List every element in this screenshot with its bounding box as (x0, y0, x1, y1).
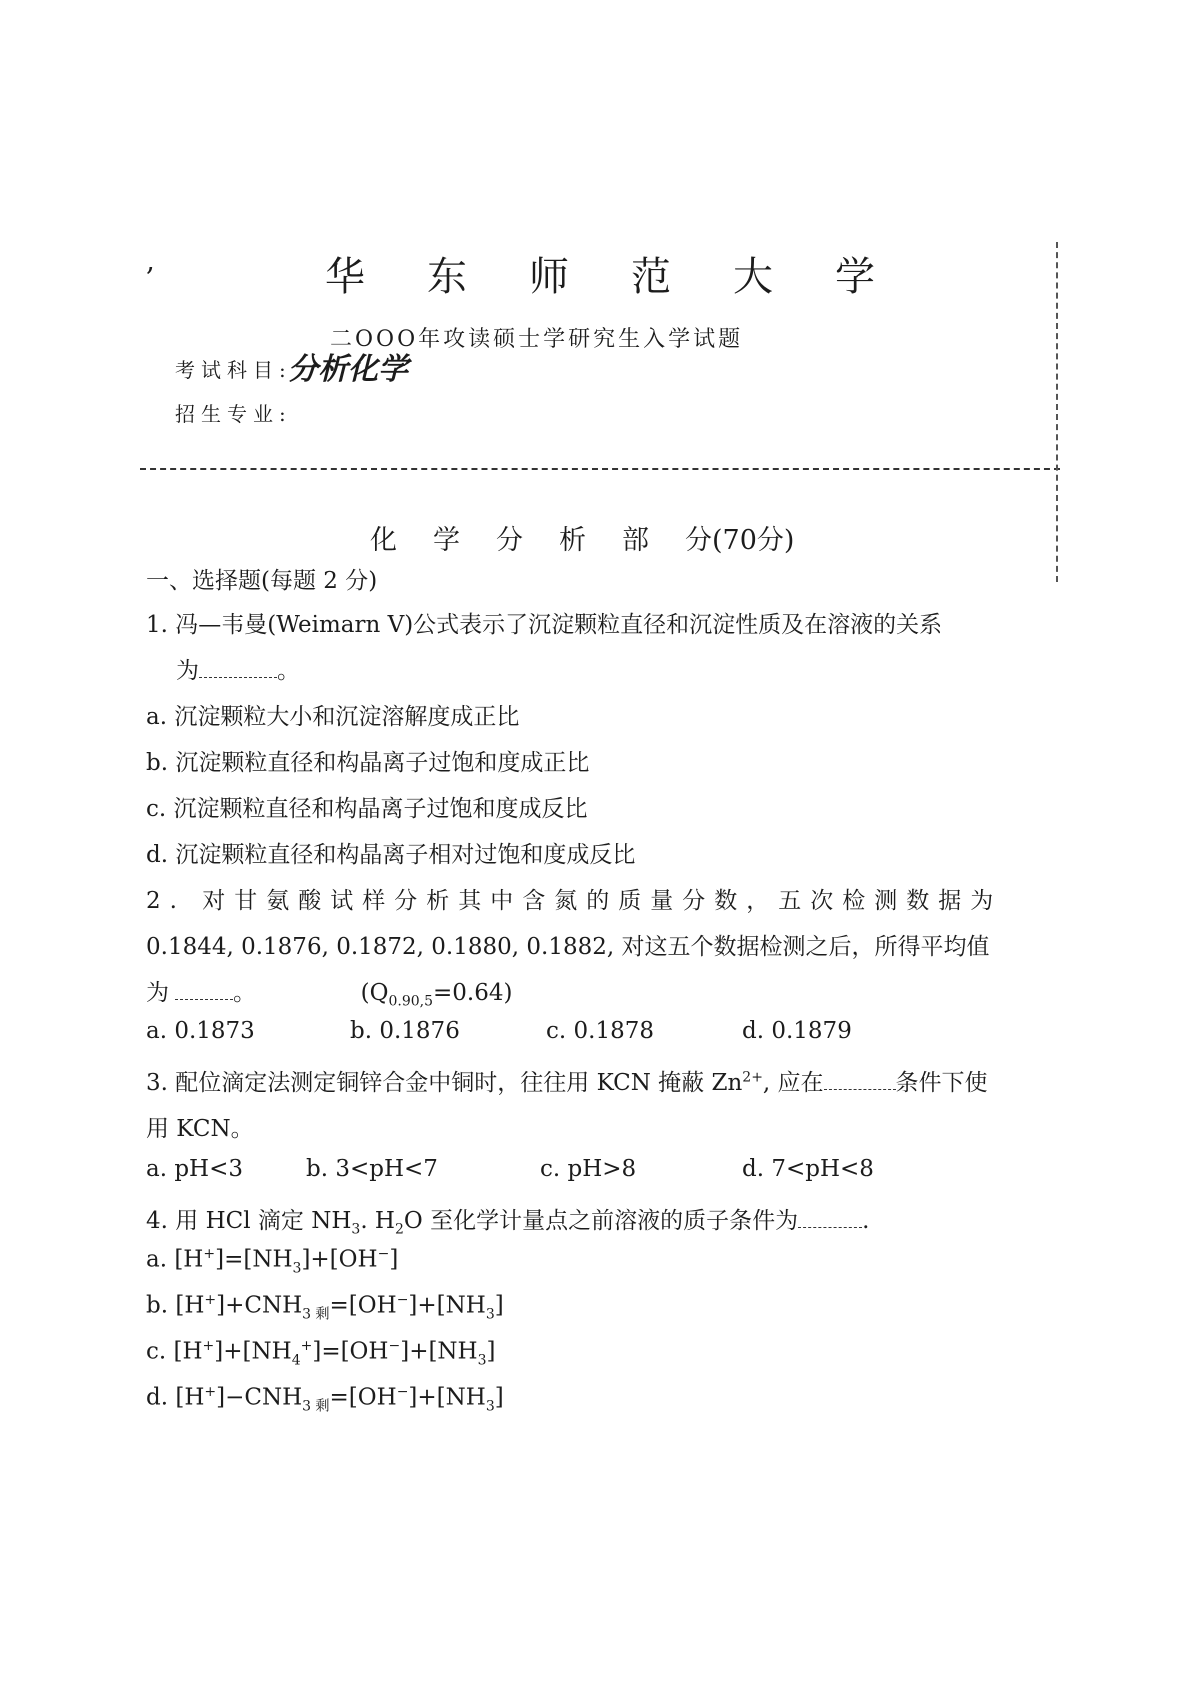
question-text: , 应在 (762, 1070, 824, 1096)
option-d: d. 7<pH<8 (742, 1156, 874, 1182)
question-text: 为 (176, 658, 199, 684)
question-4-line-1: 4. 用 HCl 滴定 $NH_3$. $H_2O$ 至化学计量点之前溶液的质子条件为 . (146, 1208, 870, 1238)
subject-value: 分析化学 (288, 352, 408, 387)
answer-blank (824, 1071, 896, 1090)
question-4-option-a: a. $[H^+]=[NH_3]+[OH^-]$ (146, 1246, 399, 1277)
question-1-option-d: d. 沉淀颗粒直径和构晶离子相对过饱和度成反比 (146, 842, 636, 868)
question-3-options (146, 1156, 874, 1182)
subject-label: 考试科目: (175, 358, 292, 382)
university-char: 学 (835, 254, 875, 300)
option-a: a. 0.1873 (146, 1018, 255, 1044)
question-2-line-2: 0.1844, 0.1876, 0.1872, 0.1880, 0.1882, 对这五个数据检测之后，所得平均值 (146, 934, 990, 960)
question-1-option-a: a. 沉淀颗粒大小和沉淀溶解度成正比 (146, 704, 520, 730)
question-text: 。 (233, 980, 256, 1006)
question-1-line-1: 1. 冯—韦曼(Weimarn V)公式表示了沉淀颗粒直径和沉淀性质及在溶液的关系 (146, 612, 943, 638)
option-a: a. pH<3 (146, 1156, 244, 1182)
question-text: 条件下使 (895, 1070, 988, 1096)
question-2-line-1: 2. 对甘氨酸试样分析其中含氮的质量分数，五次检测数据为 (146, 888, 1003, 914)
section-title-char: 析 (559, 525, 586, 556)
university-char: 范 (631, 254, 671, 300)
question-1-option-c: c. 沉淀颗粒直径和构晶离子过饱和度成反比 (146, 796, 588, 822)
university-char: 大 (733, 254, 773, 300)
option-b: b. 0.1876 (350, 1018, 460, 1044)
question-1-line-2 (176, 652, 300, 685)
answer-blank (798, 1209, 862, 1228)
section-title-char: 部 (622, 525, 649, 556)
question-4-option-d: d. $[H^+]-CNH_{3 剩}=[OH^-]+[NH_3]$ (146, 1384, 504, 1415)
section-title (370, 518, 794, 557)
margin-line (1056, 242, 1058, 582)
answer-blank (175, 981, 233, 1000)
answer-blank (199, 659, 277, 678)
section-title-score: (70分) (712, 525, 795, 556)
option-b: b. 3<pH<7 (306, 1156, 438, 1182)
section-title-char: 学 (433, 525, 460, 556)
exam-title: 二OOO年攻读硕士学研究生入学试题 (330, 327, 744, 352)
option-c: c. pH>8 (540, 1156, 637, 1182)
superscript: 2+ (742, 1069, 763, 1086)
university-char: 华 (325, 254, 365, 300)
question-text: 为 (146, 980, 169, 1006)
question-3-line-2: 用 KCN。 (146, 1116, 254, 1142)
question-2-options (146, 1018, 852, 1044)
question-text: 。 (277, 658, 300, 684)
question-4-option-b: b. $[H^+]+CNH_{3 剩}=[OH^-]+[NH_3]$ (146, 1292, 504, 1323)
question-text: 3. 配位滴定法测定铜锌合金中铜时，往往用 KCN 掩蔽 Zn (146, 1070, 743, 1096)
question-2-line-3 (146, 974, 512, 1010)
option-c: c. 0.1878 (546, 1018, 654, 1044)
option-d: d. 0.1879 (742, 1018, 852, 1044)
stray-mark: , (146, 244, 155, 277)
university-name (320, 245, 880, 302)
university-char: 师 (529, 254, 569, 300)
question-3-line-1 (146, 1064, 988, 1097)
section-title-char: 分 (685, 525, 712, 556)
header-divider (140, 468, 1060, 470)
question-1-option-b: b. 沉淀颗粒直径和构晶离子过饱和度成正比 (146, 750, 590, 776)
university-char: 东 (427, 254, 467, 300)
part-heading: 一、选择题(每题 2 分) (146, 568, 378, 594)
q-test-parameter: $(Q_{0.90,5}=0.64)$ (360, 980, 513, 1010)
section-title-char: 化 (370, 525, 397, 556)
major-label: 招生专业: (175, 402, 292, 426)
question-4-option-c: c. $[H^+]+[NH_4^+]=[OH^-]+[NH_3]$ (146, 1338, 496, 1369)
section-title-char: 分 (496, 525, 523, 556)
